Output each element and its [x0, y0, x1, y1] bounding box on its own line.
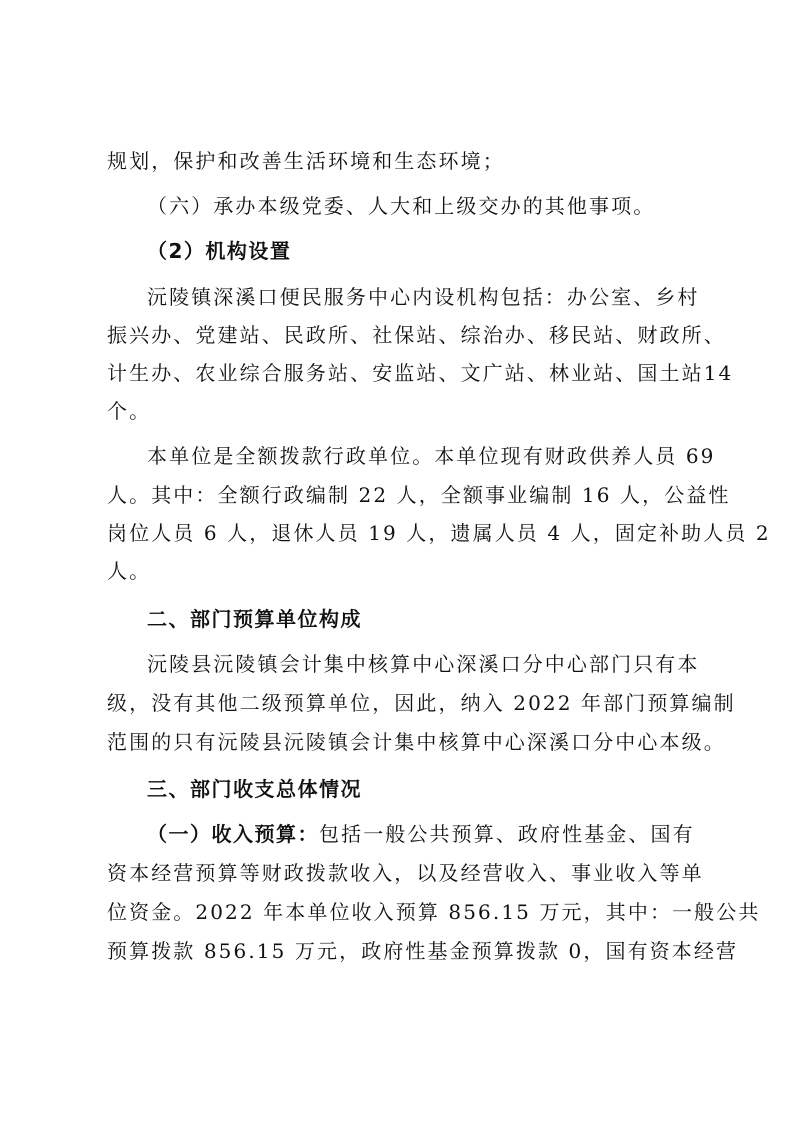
paragraph-line: 本单位是全额拨款行政单位。本单位现有财政供养人员 69 [147, 444, 716, 468]
paragraph-line: 范围的只有沅陵县沅陵镇会计集中核算中心深溪口分中心本级。 [107, 730, 726, 754]
paragraph-line [147, 821, 695, 847]
paragraph-line: 规划，保护和改善生活环境和生态环境； [107, 149, 505, 173]
paragraph-line: 个。 [107, 399, 152, 423]
paragraph-line: 人。其中：全额行政编制 22 人，全额事业编制 16 人，公益性 [107, 483, 731, 507]
section-heading-jigou: （2）机构设置 [147, 239, 292, 263]
paragraph-line: 沅陵镇深溪口便民服务中心内设机构包括：办公室、乡村 [147, 285, 700, 309]
section-heading-3: 三、部门收支总体情况 [147, 777, 362, 801]
paragraph-line: 计生办、农业综合服务站、安监站、文广站、林业站、国土站14 [107, 361, 734, 385]
income-budget-lead: （一）收入预算： [147, 822, 319, 846]
paragraph-line: 资本经营预算等财政拨款收入，以及经营收入、事业收入等单 [107, 861, 704, 885]
paragraph-line: （六）承办本级党委、人大和上级交办的其他事项。 [147, 194, 656, 218]
paragraph-line: 人。 [107, 559, 152, 583]
income-budget-text: 包括一般公共预算、政府性基金、国有 [319, 822, 695, 846]
paragraph-line: 预算拨款 856.15 万元，政府性基金预算拨款 0，国有资本经营 [107, 939, 739, 963]
paragraph-line: 位资金。2022 年本单位收入预算 856.15 万元，其中：一般公共 [107, 900, 761, 924]
section-heading-2: 二、部门预算单位构成 [147, 607, 362, 631]
paragraph-line: 沅陵县沅陵镇会计集中核算中心深溪口分中心部门只有本 [147, 652, 700, 676]
paragraph-line: 级，没有其他二级预算单位，因此，纳入 2022 年部门预算编制 [107, 691, 736, 715]
paragraph-line: 岗位人员 6 人，退休人员 19 人，遗属人员 4 人，固定补助人员 2 [107, 521, 771, 545]
paragraph-line: 振兴办、党建站、民政所、社保站、综治办、移民站、财政所、 [107, 323, 726, 347]
